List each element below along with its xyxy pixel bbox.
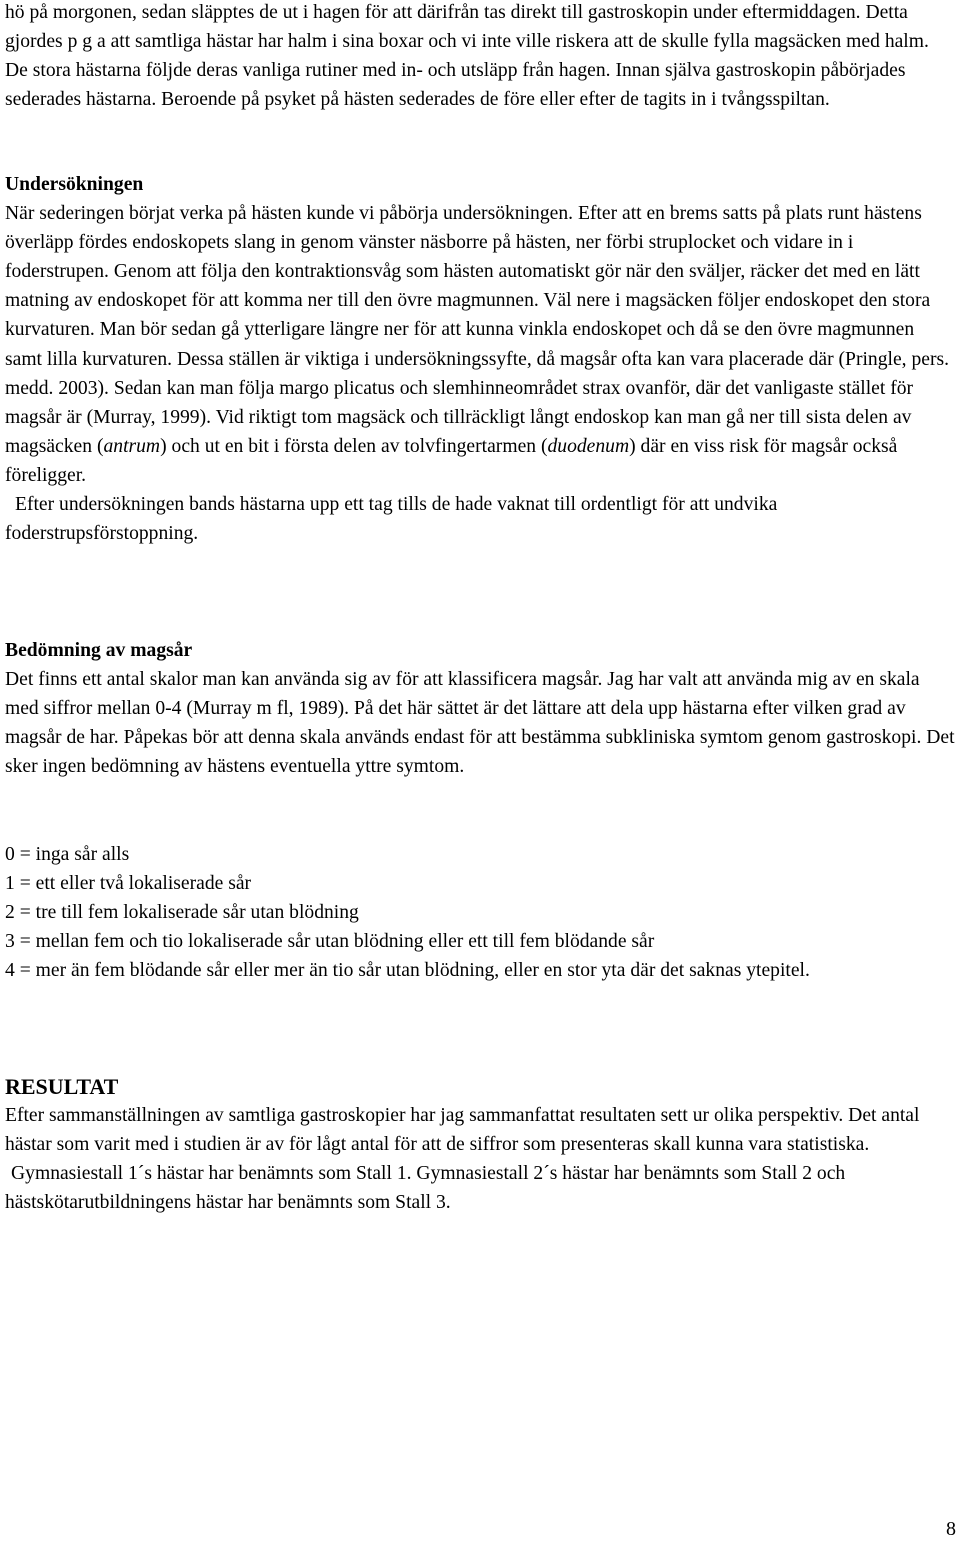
term-antrum: antrum bbox=[103, 435, 161, 457]
page-number: 8 bbox=[946, 1518, 956, 1540]
section-bedomning bbox=[5, 636, 955, 781]
bedomning-paragraph: Det finns ett antal skalor man kan använda sig av för att klassificera magsår. Jag har valt att använda mig av en skala med siffror mellan 0-4 (Murray m fl, 1989). På det här sättet är det lättare att dela upp hästarna efter vilken grad av magsår de har. Påpekas bör att denna skala används endast för att bestämma subkliniska symtom genom gastroskopi. Det sker ingen bedömning av hästens eventuella yttre symtom. bbox=[5, 669, 955, 778]
scale-item-0: 0 = inga sår alls bbox=[5, 844, 130, 865]
resultat-paragraph-1: Efter sammanställningen av samtliga gastroskopier har jag sammanfattat resultaten sett ur olika perspektiv. Det antal hästar som varit med i studien är av för lågt antal för att de siffror som presenteras skall kunna vara statistiska. bbox=[5, 1105, 920, 1156]
intro-sentence-5: Beroende på psyket på hästen sederades de före eller efter de tagits in i tvångsspiltan. bbox=[161, 89, 830, 111]
intro-sentence-2: Detta gjordes p g a att samtliga hästar har halm i sina boxar och vi inte ville riskera att de skulle fylla magsäcken med halm. bbox=[5, 2, 929, 53]
undersokning-text-a: När sederingen börjat verka på hästen kunde vi påbörja undersökningen. bbox=[5, 203, 574, 225]
intro-sentence-4: Innan själva gastroskopin påbörjades sederades hästarna. bbox=[5, 60, 906, 111]
undersokning-text-b: Efter att en brems satts på plats runt hästens överläpp fördes endoskopets slang in genom vänster näsborre på hästen, ner förbi struplocket och vidare in i foderstrupen. Genom att följa den kontraktionsvåg som hästen automatiskt gör när den sväljer, räcker det med en lätt matning av endoskopet för att komma ner till den övre magmunnen. Väl nere i magsäcken följer endoskopet den stora kurvaturen. Man bör sedan gå ytterligare längre ner för att kunna vinkla endoskopet och då se den övre magmunnen samt lilla kurvaturen. Dessa ställen är viktiga i undersökningssyfte, då magsår ofta kan vara placerade där (Pringle, pers. medd. 2003). Sedan kan man följa margo plicatus och slemhinneområdet strax ovanför, där det vanligaste stället för magsår är (Murray, 1999). Vid riktigt tom magsäck och tillräckligt långt endoskop kan man gå ner till sista delen av magsäcken ( bbox=[5, 203, 949, 457]
undersokning-paragraph-2: Efter undersökningen bands hästarna upp ett tag tills de hade vaknat till ordentligt för att undvika foderstrupsförstoppning. bbox=[5, 494, 778, 545]
undersokning-text-d: ) där en viss risk för magsår också föreligger. bbox=[5, 435, 898, 486]
section-heading-resultat: RESULTAT bbox=[5, 1074, 119, 1099]
undersokning-text-c: ) och ut en bit i första delen av tolvfingertarmen ( bbox=[160, 435, 548, 457]
scale-item-2: 2 = tre till fem lokaliserade sår utan blödning bbox=[5, 902, 359, 924]
section-heading-bedomning: Bedömning av magsår bbox=[5, 640, 193, 661]
term-duodenum: duodenum bbox=[547, 435, 630, 457]
intro-paragraph bbox=[5, 0, 955, 114]
section-undersokningen bbox=[5, 170, 955, 548]
scale-item-1: 1 = ett eller två lokaliserade sår bbox=[5, 873, 252, 895]
intro-sentence-3: De stora hästarna följde deras vanliga rutiner med in- och utsläpp från hagen. bbox=[5, 60, 611, 82]
section-heading-undersokningen: Undersökningen bbox=[5, 174, 144, 195]
scale-item-4: 4 = mer än fem blödande sår eller mer än tio sår utan blödning, eller en stor yta där det saknas ytepitel. bbox=[5, 960, 810, 982]
section-resultat bbox=[5, 1072, 955, 1217]
undersokning-paragraph-1 bbox=[5, 203, 949, 486]
intro-sentence-1: hö på morgonen, sedan släpptes de ut i hagen för att därifrån tas direkt till gastroskopin under eftermiddagen. bbox=[5, 2, 861, 23]
scale-item-3: 3 = mellan fem och tio lokaliserade sår utan blödning eller ett till fem blödande sår bbox=[5, 931, 655, 953]
ulcer-scale-list bbox=[5, 840, 955, 985]
resultat-paragraph-2: Gymnasiestall 1´s hästar har benämnts som Stall 1. Gymnasiestall 2´s hästar har benämnts som Stall 2 och hästskötarutbildningens hästar har benämnts som Stall 3. bbox=[5, 1163, 846, 1214]
